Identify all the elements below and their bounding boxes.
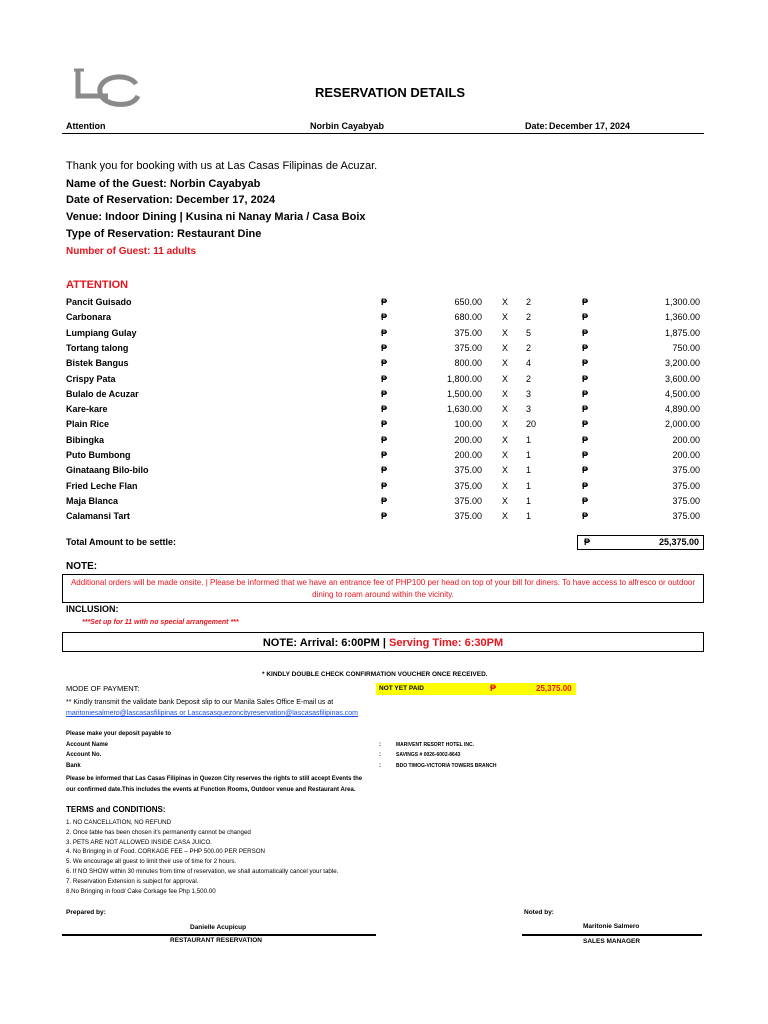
- noted-by-title: SALES MANAGER: [583, 938, 641, 945]
- intro-venue: Venue: Indoor Dining | Kusina ni Nanay Maria / Casa Boix: [66, 211, 366, 223]
- peso-icon: ₱: [381, 511, 388, 522]
- deposit-notice-1: Please be informed that Las Casas Filipinas in Quezon City reserves the rights to still accept Events the: [66, 776, 363, 782]
- item-name: Bistek Bangus: [66, 358, 129, 369]
- order-item-row: [0, 419, 768, 434]
- item-unit-price: 100.00: [454, 419, 482, 430]
- prepared-by-label: Prepared by:: [66, 909, 106, 916]
- attention-label: Attention: [66, 121, 106, 131]
- item-line-total: 4,890.00: [664, 404, 700, 415]
- item-name: Plain Rice: [66, 419, 110, 430]
- payment-amount: 25,375.00: [536, 684, 572, 693]
- item-unit-price: 375.00: [454, 511, 482, 522]
- colon: :: [379, 763, 381, 769]
- item-unit-price: 650.00: [454, 297, 482, 307]
- order-item-row: [0, 496, 768, 511]
- item-name: Fried Leche Flan: [66, 480, 138, 491]
- order-item-row: [0, 389, 768, 404]
- multiply-sign: X: [502, 373, 509, 384]
- peso-icon: ₱: [381, 404, 388, 415]
- peso-icon: ₱: [584, 537, 591, 547]
- mode-of-payment-label: MODE OF PAYMENT:: [66, 684, 140, 693]
- item-unit-price: 1,500.00: [446, 388, 482, 399]
- item-line-total: 3,600.00: [664, 373, 700, 384]
- item-quantity: 1: [526, 495, 532, 506]
- noted-signature-line: [522, 934, 702, 936]
- item-line-total: 375.00: [672, 480, 700, 491]
- multiply-sign: X: [502, 434, 509, 445]
- item-name: Tortang talong: [66, 342, 129, 353]
- item-quantity: 2: [526, 373, 532, 384]
- multiply-sign: X: [502, 342, 509, 353]
- order-item-row: [0, 481, 768, 496]
- date-label: Date:: [525, 121, 548, 131]
- total-label: Total Amount to be settle:: [66, 537, 176, 547]
- order-item-row: [0, 450, 768, 465]
- note-label: NOTE:: [66, 561, 98, 572]
- peso-icon: ₱: [582, 373, 589, 384]
- account-name-label: Account Name: [66, 742, 109, 748]
- item-name: Lumpiang Gulay: [66, 327, 137, 338]
- item-line-total: 200.00: [672, 434, 700, 445]
- intro-guest-count: Number of Guest: 11 adults: [66, 246, 197, 257]
- terms-item: 2. Once table has been chosen it's permanently cannot be changed: [66, 828, 251, 836]
- item-line-total: 2,000.00: [664, 419, 700, 430]
- item-line-total: 3,200.00: [664, 358, 700, 369]
- multiply-sign: X: [502, 511, 509, 522]
- prepared-by-name: Danielle Acupicup: [190, 924, 247, 931]
- item-unit-price: 200.00: [454, 434, 482, 445]
- item-name: Pancit Guisado: [66, 297, 132, 307]
- peso-icon: ₱: [582, 450, 589, 460]
- peso-icon: ₱: [582, 419, 589, 430]
- item-quantity: 3: [526, 404, 532, 415]
- payment-status: NOT YET PAID: [379, 685, 424, 692]
- inclusion-note: ***Set up for 11 with no special arrangement ***: [82, 619, 239, 626]
- bank-label: Bank: [66, 763, 81, 769]
- peso-icon: ₱: [381, 450, 388, 460]
- item-name: Maja Blanca: [66, 495, 119, 506]
- peso-icon: ₱: [381, 465, 388, 476]
- peso-icon: ₱: [582, 495, 589, 506]
- item-quantity: 20: [526, 419, 537, 430]
- account-no: SAVINGS # 0026-6002-8643: [396, 752, 461, 758]
- peso-icon: ₱: [381, 495, 388, 506]
- order-item-row: [0, 374, 768, 389]
- total-amount: 25,375.00: [658, 537, 699, 547]
- item-name: Bulalo de Acuzar: [66, 388, 139, 399]
- peso-icon: ₱: [381, 419, 388, 430]
- item-unit-price: 375.00: [454, 465, 482, 476]
- item-unit-price: 375.00: [454, 495, 482, 506]
- multiply-sign: X: [502, 312, 509, 323]
- peso-icon: ₱: [490, 683, 497, 693]
- email-link[interactable]: maritoniesalmero@lascasasfilipinas or Lascasasquezoncityreservation@lascasasfilipinas.com: [66, 710, 359, 717]
- peso-icon: ₱: [381, 434, 388, 445]
- payment-status-highlight: [376, 683, 576, 695]
- peso-icon: ₱: [582, 327, 589, 338]
- item-line-total: 4,500.00: [664, 388, 700, 399]
- item-line-total: 750.00: [672, 342, 700, 353]
- item-unit-price: 375.00: [454, 480, 482, 491]
- multiply-sign: X: [502, 465, 509, 476]
- item-quantity: 1: [526, 450, 532, 460]
- item-quantity: 1: [526, 480, 532, 491]
- item-unit-price: 375.00: [454, 342, 482, 353]
- las-casas-logo: [70, 66, 145, 110]
- peso-icon: ₱: [381, 342, 388, 353]
- noted-by-name: Maritonie Salmero: [583, 923, 640, 930]
- deposit-notice-2: our confirmed date.This includes the events at Function Rooms, Outdoor venue and Restaurant Area.: [66, 787, 356, 793]
- transmit-instruction: ** Kindly transmit the validate bank Deposit slip to our Manila Sales Office E-mail us at: [66, 699, 334, 706]
- peso-icon: ₱: [582, 511, 589, 522]
- order-item-row: [0, 358, 768, 373]
- order-item-row: [0, 328, 768, 343]
- header-divider: [62, 133, 704, 134]
- multiply-sign: X: [502, 419, 509, 430]
- serving-time: Serving Time: 6:30PM: [389, 637, 504, 649]
- order-item-row: [0, 343, 768, 358]
- item-unit-price: 1,630.00: [446, 404, 482, 415]
- item-quantity: 3: [526, 388, 532, 399]
- item-unit-price: 800.00: [454, 358, 482, 369]
- item-quantity: 1: [526, 465, 532, 476]
- item-line-total: 200.00: [672, 450, 700, 460]
- item-line-total: 1,875.00: [664, 327, 700, 338]
- peso-icon: ₱: [582, 312, 589, 323]
- account-no-label: Account No.: [66, 752, 102, 758]
- peso-icon: ₱: [381, 358, 388, 369]
- attention-heading: ATTENTION: [66, 279, 129, 291]
- item-name: Crispy Pata: [66, 373, 116, 384]
- item-line-total: 375.00: [672, 465, 700, 476]
- order-item-row: [0, 435, 768, 450]
- item-quantity: 1: [526, 511, 532, 522]
- peso-icon: ₱: [582, 342, 589, 353]
- item-name: Kare-kare: [66, 404, 108, 415]
- multiply-sign: X: [502, 404, 509, 415]
- noted-by-label: Noted by:: [524, 909, 554, 916]
- order-item-row: [0, 404, 768, 419]
- terms-item: 1. NO CANCELLATION, NO REFUND: [66, 819, 172, 826]
- terms-item: 7. Reservation Extension is subject for approval.: [66, 877, 199, 885]
- account-name: MARIVENT RESORT HOTEL INC.: [396, 742, 474, 748]
- multiply-sign: X: [502, 480, 509, 491]
- item-unit-price: 1,800.00: [446, 373, 482, 384]
- total-amount-box: [577, 535, 704, 550]
- terms-item: 4. No Bringing in of Food. CORKAGE FEE – PHP 500.00 PER PERSON: [66, 848, 266, 856]
- order-item-row: [0, 465, 768, 480]
- item-quantity: 2: [526, 312, 532, 323]
- date-value: December 17, 2024: [549, 121, 631, 131]
- item-unit-price: 200.00: [454, 450, 482, 460]
- peso-icon: ₱: [381, 327, 388, 338]
- peso-icon: ₱: [582, 297, 589, 307]
- peso-icon: ₱: [582, 434, 589, 445]
- order-item-row: [0, 297, 768, 312]
- peso-icon: ₱: [582, 465, 589, 476]
- peso-icon: ₱: [381, 388, 388, 399]
- colon: :: [379, 752, 381, 758]
- note-box: Additional orders will be made onsite. | Please be informed that we have an entrance fee of PHP100 per head on top of your bill for diners. To have access to alfresco or outdoor dining to roam around within the vicinity.: [62, 574, 704, 603]
- peso-icon: ₱: [582, 480, 589, 491]
- item-line-total: 1,360.00: [664, 312, 700, 323]
- intro-guest: Name of the Guest: Norbin Cayabyab: [66, 178, 261, 190]
- order-item-row: [0, 511, 768, 526]
- order-item-row: [0, 312, 768, 327]
- item-unit-price: 680.00: [454, 312, 482, 323]
- multiply-sign: X: [502, 495, 509, 506]
- peso-icon: ₱: [582, 404, 589, 415]
- attention-value: Norbin Cayabyab: [310, 121, 385, 131]
- double-check-note: * KINDLY DOUBLE CHECK CONFIRMATION VOUCHER ONCE RECEIVED.: [262, 671, 488, 678]
- item-quantity: 4: [526, 358, 532, 369]
- peso-icon: ₱: [381, 480, 388, 491]
- inclusion-label: INCLUSION:: [66, 604, 119, 614]
- peso-icon: ₱: [582, 358, 589, 369]
- multiply-sign: X: [502, 450, 509, 460]
- terms-item: 3. PETS ARE NOT ALLOWED INSIDE CASA JUICO.: [66, 838, 213, 846]
- item-line-total: 375.00: [672, 495, 700, 506]
- bank-name: BDO TIMOG-VICTORIA TOWERS BRANCH: [396, 763, 497, 769]
- intro-thanks: Thank you for booking with us at Las Casas Filipinas de Acuzar.: [66, 160, 378, 172]
- terms-item: 5. We encourage all guest to limit their use of time for 2 hours.: [66, 858, 237, 866]
- item-line-total: 1,300.00: [664, 297, 700, 307]
- page-title: RESERVATION DETAILS: [315, 85, 465, 100]
- item-name: Carbonara: [66, 312, 112, 323]
- terms-item: 8.No Bringing in food/ Cake Corkage fee Php 1,500.00: [66, 887, 216, 895]
- arrival-time: NOTE: Arrival: 6:00PM |: [262, 637, 386, 649]
- peso-icon: ₱: [381, 297, 388, 307]
- intro-date: Date of Reservation: December 17, 2024: [66, 194, 276, 206]
- terms-item: 6. If NO SHOW within 30 minutes from time of reservation, we shall automatically cancel your table.: [66, 868, 339, 875]
- arrival-box: [62, 632, 704, 652]
- terms-heading: TERMS and CONDITIONS:: [66, 805, 166, 814]
- peso-icon: ₱: [381, 373, 388, 384]
- multiply-sign: X: [502, 358, 509, 369]
- prepared-signature-line: [62, 934, 376, 936]
- intro-type: Type of Reservation: Restaurant Dine: [66, 228, 262, 240]
- multiply-sign: X: [502, 388, 509, 399]
- item-name: Bibingka: [66, 434, 105, 445]
- item-quantity: 1: [526, 434, 532, 445]
- multiply-sign: X: [502, 327, 509, 338]
- peso-icon: ₱: [582, 388, 589, 399]
- peso-icon: ₱: [381, 312, 388, 323]
- item-quantity: 5: [526, 327, 532, 338]
- multiply-sign: X: [502, 297, 509, 307]
- item-line-total: 375.00: [672, 511, 700, 522]
- prepared-by-title: RESTAURANT RESERVATION: [170, 937, 262, 944]
- item-quantity: 2: [526, 297, 532, 307]
- item-name: Ginataang Bilo-bilo: [66, 465, 149, 476]
- deposit-heading: Please make your deposit payable to: [66, 731, 172, 737]
- colon: :: [379, 742, 381, 748]
- item-name: Calamansi Tart: [66, 511, 130, 522]
- item-quantity: 2: [526, 342, 532, 353]
- item-unit-price: 375.00: [454, 327, 482, 338]
- item-name: Puto Bumbong: [66, 450, 131, 460]
